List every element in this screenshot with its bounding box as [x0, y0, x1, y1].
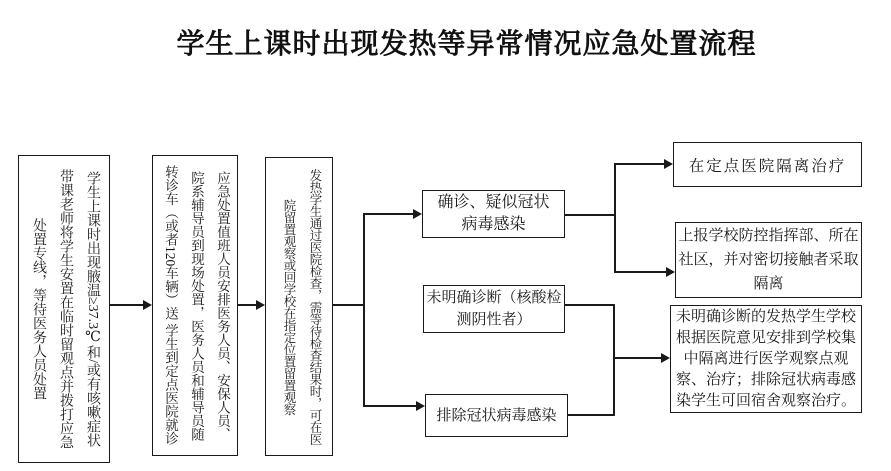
arrowhead-branch-to-confirmed	[413, 209, 422, 219]
arrowhead-merge-to-observation	[661, 353, 670, 363]
connector-excluded-to-merge	[568, 414, 615, 416]
merge-line-observation	[613, 304, 615, 416]
connector-check-to-branch	[333, 304, 365, 306]
connector-fever-to-response	[110, 304, 144, 306]
node-report-command	[675, 222, 862, 298]
node-confirmed-suspected-label: 确诊、疑似冠状病毒感染	[437, 194, 550, 233]
connector-branch-to-isolation	[614, 163, 664, 165]
connector-confirmed-to-branch	[565, 214, 616, 216]
node-isolation-treatment	[673, 142, 862, 187]
connector-branch-to-excluded	[363, 405, 416, 407]
node-undiagnosed-label: 未明确诊断（核酸检测阴性者）	[426, 290, 562, 328]
connector-undiagnosed-to-merge	[565, 304, 615, 306]
connector-merge-to-observation	[613, 357, 661, 359]
connector-branch-to-report	[614, 271, 666, 273]
connector-response-to-check	[238, 304, 257, 306]
node-undiagnosed	[423, 285, 565, 333]
arrowhead-response-to-check	[256, 300, 265, 310]
page-title: 学生上课时出现发热等异常情况应急处置流程	[176, 28, 757, 59]
arrowhead-fever-to-response	[143, 300, 152, 310]
node-excluded-label: 排除冠状病毒感染	[436, 407, 557, 424]
node-fever-detected: 学生上课时出现腋温≥37.3℃和/或有咳嗽症状带课老师将学生安置在临时留观点并拨打应急处置专线，等待医务人员处置	[18, 155, 110, 463]
node-school-observation	[670, 305, 862, 413]
node-hospital-check: 发热学生通过医院检查，需等待检查结果时，可在医院留置观察或回学校在指定位置留置观察	[265, 157, 333, 456]
arrowhead-branch-to-isolation	[664, 159, 673, 169]
node-isolation-treatment-label: 在定点医院隔离治疗	[688, 157, 847, 175]
arrowhead-branch-to-excluded	[416, 401, 425, 411]
branch-line-diagnosis	[363, 213, 365, 407]
node-report-command-label: 上报学校防控指挥部、所在社区，并对密切接触者采取隔离	[678, 228, 859, 292]
branch-line-confirmed	[614, 163, 616, 273]
node-school-observation-label: 未明确诊断的发热学生学校根据医院意见安排到学校集中隔离进行医学观察点观察、治疗；排除冠状病毒感染学生可回宿舍观察治疗。	[676, 308, 857, 409]
node-confirmed-suspected	[422, 190, 565, 238]
connector-branch-to-confirmed	[363, 213, 413, 215]
arrowhead-branch-to-report	[666, 267, 675, 277]
node-excluded	[425, 394, 568, 437]
node-emergency-response: 应急处置值班人员安排医务人员、安保人员、院系辅导员到现场处置，医务人员和辅导员随转诊车（或者120车辆）送 学生到定点医院就诊	[152, 155, 238, 456]
